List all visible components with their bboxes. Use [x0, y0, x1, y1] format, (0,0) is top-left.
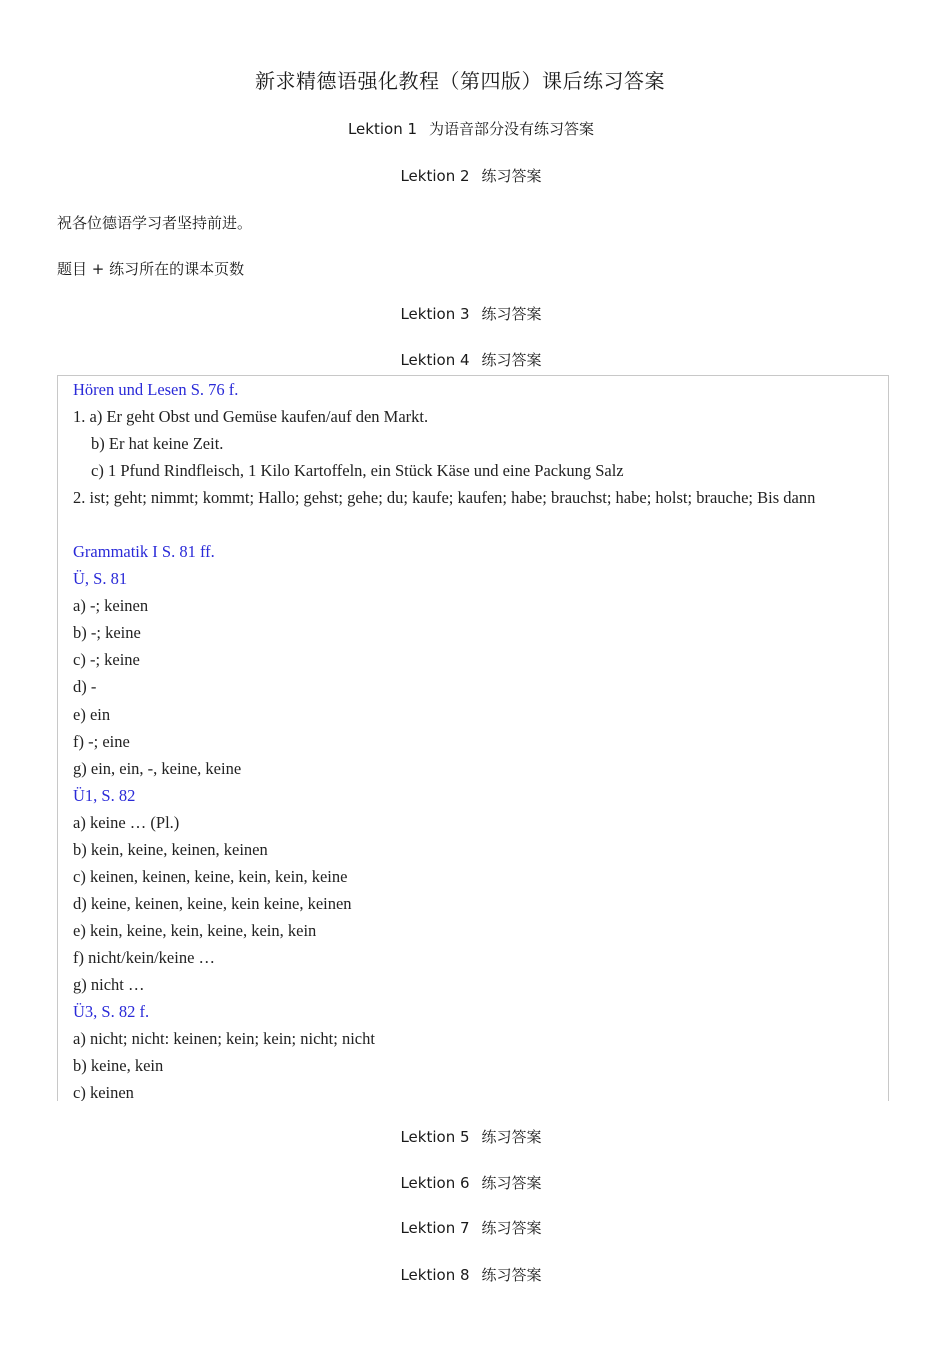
lesson-label: Lektion 2 [400, 167, 470, 185]
answer-line: f) nicht/kein/keine … [73, 948, 216, 967]
lesson-desc: 为语音部分没有练习答案 [429, 120, 595, 138]
lesson-heading-6 [0, 1172, 942, 1194]
answer-line: c) keinen, keinen, keine, kein, kein, keine [73, 867, 348, 886]
lesson-desc: 练习答案 [481, 1219, 542, 1237]
lesson-heading-7 [0, 1217, 942, 1239]
lesson-heading-8 [0, 1264, 942, 1286]
lesson-heading-1 [0, 118, 942, 140]
exercise-heading: Ü1, S. 82 [73, 786, 136, 805]
answer-line: d) - [73, 677, 97, 696]
lesson-desc: 练习答案 [481, 167, 542, 185]
answer-line: c) -; keine [73, 650, 140, 669]
answer-line: f) -; eine [73, 732, 130, 751]
answer-line: c) 1 Pfund Rindfleisch, 1 Kilo Kartoffeln, ein Stück Käse und eine Packung Salz [91, 461, 624, 480]
answer-key-image [57, 375, 889, 1101]
lesson-desc: 练习答案 [481, 351, 542, 369]
lesson-label: Lektion 1 [347, 120, 418, 138]
lesson-label: Lektion 7 [400, 1219, 470, 1237]
section-heading: Grammatik I S. 81 ff. [73, 542, 215, 561]
answer-line: 1. a) Er geht Obst und Gemüse kaufen/auf den Markt. [73, 407, 429, 426]
lesson-label: Lektion 3 [400, 305, 470, 323]
lesson-label: Lektion 8 [400, 1266, 470, 1284]
answer-line: e) kein, keine, kein, keine, kein, kein [73, 921, 317, 940]
answer-line: e) ein [73, 705, 111, 724]
lesson-heading-5 [0, 1126, 942, 1148]
answer-line: 2. ist; geht; nimmt; kommt; Hallo; gehst; gehe; du; kaufe; kaufen; habe; brauchst; habe; holst; brauche; Bis dann [73, 488, 816, 507]
answer-line: c) keinen [73, 1083, 134, 1101]
lesson-desc: 练习答案 [481, 1266, 542, 1284]
lesson-label: Lektion 4 [400, 351, 470, 369]
lesson-heading-3 [0, 303, 942, 325]
lesson-label: Lektion 6 [400, 1174, 470, 1192]
lesson-desc: 练习答案 [481, 1128, 542, 1146]
answer-line: a) -; keinen [73, 596, 149, 615]
answer-line: a) nicht; nicht: keinen; kein; kein; nicht; nicht [73, 1029, 375, 1048]
lesson-heading-2 [0, 165, 942, 187]
note-encouragement: 祝各位德语学习者坚持前进。 [57, 214, 253, 232]
exercise-heading: Ü, S. 81 [73, 569, 128, 588]
section-heading: Hören und Lesen S. 76 f. [73, 380, 239, 399]
lesson-desc: 练习答案 [481, 305, 542, 323]
answer-line: g) ein, ein, -, keine, keine [73, 759, 242, 778]
answer-line: d) keine, keinen, keine, kein keine, keinen [73, 894, 352, 913]
answer-line: b) keine, kein [73, 1056, 164, 1075]
lesson-desc: 练习答案 [481, 1174, 542, 1192]
document-title: 新求精德语强化教程（第四版）课后练习答案 [255, 69, 665, 93]
note-page-reference: 题目 + 练习所在的课本页数 [57, 260, 245, 278]
answer-line: b) kein, keine, keinen, keinen [73, 840, 268, 859]
lesson-heading-4 [0, 349, 942, 371]
answer-line: b) -; keine [73, 623, 141, 642]
lesson-label: Lektion 5 [400, 1128, 470, 1146]
answer-line: a) keine … (Pl.) [73, 813, 180, 832]
answer-line: b) Er hat keine Zeit. [91, 434, 224, 453]
answer-line: g) nicht … [73, 975, 145, 994]
exercise-heading: Ü3, S. 82 f. [73, 1002, 150, 1021]
